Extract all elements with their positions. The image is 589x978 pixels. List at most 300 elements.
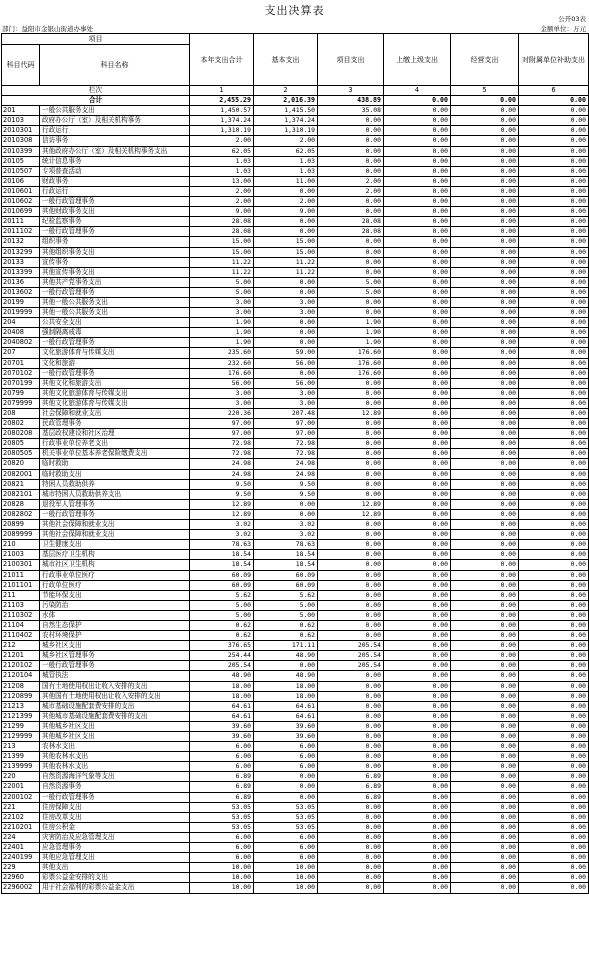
table-row [2,843,589,853]
row-value: 0.00 [384,560,451,570]
row-value: 0.00 [384,378,451,388]
row-value: 0.00 [384,711,451,721]
row-code: 2121399 [2,711,40,721]
table-row [2,297,589,307]
row-value: 0.00 [451,499,519,509]
row-value: 0.00 [451,247,519,257]
row-value: 0.00 [519,590,589,600]
row-value: 0.00 [384,106,451,116]
row-code: 21213 [2,701,40,711]
row-code: 20820 [2,459,40,469]
row-value: 48.90 [190,671,254,681]
table-row [2,358,589,368]
row-value: 0.00 [519,197,589,207]
row-value: 176.60 [190,368,254,378]
row-value: 0.00 [451,620,519,630]
row-code: 211 [2,590,40,600]
row-value: 6.00 [190,843,254,853]
row-value: 0.00 [318,126,384,136]
row-value: 39.60 [254,732,318,742]
row-code: 2296002 [2,883,40,893]
department-label: 部门：益阳市金银山街道办事处 [2,25,93,33]
row-value: 0.00 [254,287,318,297]
row-value: 0.00 [384,489,451,499]
header-col1: 本年支出合计 [190,34,254,86]
header-lanci: 栏次 [2,86,190,96]
row-code: 2010507 [2,166,40,176]
row-code: 20805 [2,439,40,449]
row-value: 15.00 [254,247,318,257]
row-value: 0.00 [451,792,519,802]
row-code: 2129999 [2,732,40,742]
row-name: 其他政府办公厅（室）及相关机构事务支出 [40,146,190,156]
row-value: 0.00 [451,580,519,590]
row-value: 0.00 [318,459,384,469]
table-row [2,530,589,540]
row-code: 2010308 [2,136,40,146]
row-value: 0.00 [519,843,589,853]
row-value: 0.00 [519,641,589,651]
row-value: 0.00 [519,106,589,116]
row-value: 0.00 [318,449,384,459]
row-value: 53.05 [254,812,318,822]
row-value: 53.05 [190,802,254,812]
row-value: 0.00 [318,762,384,772]
row-value: 9.50 [254,489,318,499]
row-value: 0.00 [318,146,384,156]
row-value: 3.00 [254,297,318,307]
total-cell: 438.89 [318,96,384,106]
row-value: 6.89 [318,792,384,802]
table-row [2,277,589,287]
table-row [2,520,589,530]
table-row [2,409,589,419]
row-value: 0.00 [318,520,384,530]
table-row [2,610,589,620]
row-value: 2.00 [190,186,254,196]
row-code: 2120104 [2,671,40,681]
row-name: 信访事务 [40,136,190,146]
row-value: 5.00 [190,600,254,610]
row-value: 0.00 [318,600,384,610]
table-row [2,752,589,762]
row-value: 12.89 [318,509,384,519]
row-value: 0.00 [451,277,519,287]
row-value: 0.00 [318,479,384,489]
row-code: 2010301 [2,126,40,136]
row-code: 2070199 [2,378,40,388]
row-value: 0.00 [519,156,589,166]
row-value: 0.00 [519,358,589,368]
row-value: 53.05 [254,802,318,812]
row-value: 0.00 [451,863,519,873]
row-value: 0.00 [519,732,589,742]
row-value: 0.00 [384,176,451,186]
row-name: 城市基础设施配套费安排的支出 [40,701,190,711]
row-value: 376.65 [190,641,254,651]
row-code: 2011102 [2,227,40,237]
unit-label: 金额单位：万元 [540,25,586,33]
row-value: 0.00 [384,197,451,207]
row-value: 0.62 [254,620,318,630]
row-value: 0.00 [318,843,384,853]
row-value: 0.00 [519,762,589,772]
row-code: 20408 [2,328,40,338]
row-code: 20111 [2,217,40,227]
row-code: 2013399 [2,267,40,277]
row-value: 0.00 [384,237,451,247]
row-value: 0.00 [318,812,384,822]
row-name: 政府办公厅（室）及相关机构事务 [40,116,190,126]
row-name: 其他城市基础设施配套费安排的支出 [40,711,190,721]
row-value: 0.00 [519,479,589,489]
row-value: 0.00 [318,560,384,570]
row-value: 0.00 [384,863,451,873]
row-code: 2010601 [2,186,40,196]
row-code: 2010699 [2,207,40,217]
row-value: 0.00 [451,711,519,721]
table-row [2,721,589,731]
table-row [2,217,589,227]
row-value: 5.00 [318,277,384,287]
row-value: 0.00 [519,853,589,863]
row-value: 2.00 [254,197,318,207]
table-row [2,469,589,479]
table-row [2,570,589,580]
row-value: 3.00 [190,308,254,318]
row-value: 9.50 [254,479,318,489]
row-code: 221 [2,802,40,812]
row-value: 0.00 [384,267,451,277]
row-value: 3.00 [254,398,318,408]
row-value: 0.00 [451,681,519,691]
row-value: 0.00 [384,843,451,853]
row-code: 2070102 [2,368,40,378]
row-name: 自然资源事务 [40,782,190,792]
table-row [2,308,589,318]
table-row [2,540,589,550]
table-row [2,822,589,832]
row-name: 一般行政管理事务 [40,368,190,378]
row-code: 204 [2,318,40,328]
row-value: 0.00 [519,348,589,358]
row-value: 0.00 [254,186,318,196]
row-value: 1.03 [190,156,254,166]
table-row [2,328,589,338]
row-name: 一般行政管理事务 [40,338,190,348]
row-value: 3.00 [190,388,254,398]
row-value: 1,310.19 [254,126,318,136]
row-name: 其他一般公共服务支出 [40,297,190,307]
row-value: 53.05 [190,812,254,822]
header-idx: 3 [318,86,384,96]
row-value: 1.90 [318,318,384,328]
row-value: 39.60 [190,721,254,731]
row-value: 0.00 [318,116,384,126]
row-value: 5.00 [318,287,384,297]
row-value: 0.00 [451,701,519,711]
table-row [2,883,589,893]
row-value: 3.02 [190,530,254,540]
row-value: 0.00 [318,691,384,701]
row-value: 0.00 [384,449,451,459]
row-value: 0.00 [384,348,451,358]
row-value: 6.00 [254,853,318,863]
row-code: 207 [2,348,40,358]
table-row [2,863,589,873]
row-value: 64.61 [254,701,318,711]
row-value: 48.90 [254,651,318,661]
row-value: 0.00 [384,227,451,237]
table-row [2,338,589,348]
row-code: 2139999 [2,762,40,772]
table-row [2,489,589,499]
row-value: 0.00 [384,661,451,671]
row-value: 11.00 [254,176,318,186]
row-value: 0.00 [318,863,384,873]
table-row [2,449,589,459]
row-value: 0.00 [384,691,451,701]
row-code: 21299 [2,721,40,731]
row-code: 20132 [2,237,40,247]
row-value: 0.00 [318,308,384,318]
row-name: 城管执法 [40,671,190,681]
row-value: 220.36 [190,409,254,419]
row-value: 0.00 [384,651,451,661]
row-value: 0.00 [451,661,519,671]
row-value: 0.00 [451,146,519,156]
row-value: 59.00 [254,348,318,358]
row-value: 0.00 [384,752,451,762]
row-value: 235.60 [190,348,254,358]
row-value: 0.00 [384,590,451,600]
row-value: 1.90 [318,328,384,338]
table-row [2,661,589,671]
total-row [2,96,589,106]
row-name: 自然生态保护 [40,620,190,630]
row-value: 0.00 [318,489,384,499]
row-name: 行政运行 [40,186,190,196]
row-name: 行政事业单位养老支出 [40,439,190,449]
row-value: 0.00 [519,429,589,439]
header-col5: 经营支出 [451,34,519,86]
row-value: 0.00 [318,257,384,267]
row-name: 临时救助支出 [40,469,190,479]
row-value: 0.00 [384,520,451,530]
row-value: 0.00 [318,570,384,580]
row-value: 0.00 [451,126,519,136]
row-value: 0.00 [451,802,519,812]
row-value: 6.89 [318,772,384,782]
row-value: 2.00 [318,186,384,196]
row-value: 5.00 [254,610,318,620]
row-name: 基层医疗卫生机构 [40,550,190,560]
row-value: 0.00 [519,277,589,287]
row-name: 特困人员救助供养 [40,479,190,489]
table-row [2,560,589,570]
row-value: 13.00 [190,176,254,186]
row-value: 176.60 [318,358,384,368]
table-row [2,116,589,126]
row-value: 10.00 [190,883,254,893]
row-value: 0.00 [384,207,451,217]
row-value: 0.00 [254,368,318,378]
row-value: 0.00 [519,469,589,479]
row-value: 0.00 [519,631,589,641]
row-value: 0.00 [451,328,519,338]
table-row [2,580,589,590]
header-col6: 对附属单位补助支出 [519,34,589,86]
row-code: 21103 [2,600,40,610]
row-name: 一般行政管理事务 [40,661,190,671]
row-code: 208 [2,409,40,419]
table-row [2,641,589,651]
row-name: 行政事业单位医疗 [40,570,190,580]
row-name: 财政事务 [40,176,190,186]
row-value: 0.00 [451,297,519,307]
row-value: 0.00 [318,267,384,277]
row-value: 0.00 [451,348,519,358]
row-value: 0.00 [254,227,318,237]
row-name: 城市社区卫生机构 [40,560,190,570]
row-value: 5.00 [254,600,318,610]
row-value: 72.98 [190,449,254,459]
row-value: 0.00 [451,409,519,419]
row-code: 2100301 [2,560,40,570]
row-value: 0.00 [384,116,451,126]
row-value: 6.00 [190,762,254,772]
row-value: 6.00 [190,742,254,752]
row-value: 205.54 [318,651,384,661]
row-value: 0.00 [451,358,519,368]
row-value: 0.00 [451,600,519,610]
row-value: 0.00 [451,469,519,479]
row-value: 0.00 [318,721,384,731]
row-code: 2120899 [2,691,40,701]
row-value: 0.00 [384,631,451,641]
row-value: 6.00 [254,742,318,752]
row-code: 2013602 [2,287,40,297]
row-value: 0.00 [519,398,589,408]
row-code: 20799 [2,388,40,398]
row-value: 9.00 [254,207,318,217]
row-value: 0.00 [519,520,589,530]
row-value: 0.00 [384,328,451,338]
header-name: 科目名称 [40,45,190,86]
row-value: 64.61 [190,711,254,721]
row-value: 0.00 [451,176,519,186]
row-code: 21399 [2,752,40,762]
row-value: 39.60 [190,732,254,742]
row-value: 176.60 [318,348,384,358]
row-code: 22001 [2,782,40,792]
row-name: 住房保障支出 [40,802,190,812]
row-value: 0.00 [519,146,589,156]
row-value: 0.00 [451,610,519,620]
header-col2: 基本支出 [254,34,318,86]
row-value: 0.00 [254,318,318,328]
row-code: 20103 [2,116,40,126]
row-value: 0.00 [384,530,451,540]
row-code: 2240199 [2,853,40,863]
row-value: 0.00 [254,338,318,348]
table-row [2,237,589,247]
row-value: 0.00 [254,277,318,287]
row-value: 0.00 [384,620,451,630]
row-value: 0.00 [384,479,451,489]
row-value: 0.00 [451,439,519,449]
row-value: 0.00 [384,398,451,408]
row-value: 0.00 [318,439,384,449]
row-value: 12.89 [318,409,384,419]
row-value: 6.89 [190,792,254,802]
row-code: 21208 [2,681,40,691]
table-row [2,388,589,398]
row-value: 24.98 [190,469,254,479]
table-row [2,509,589,519]
row-value: 0.00 [451,398,519,408]
row-value: 0.00 [519,822,589,832]
row-value: 0.00 [384,368,451,378]
row-value: 1,374.24 [190,116,254,126]
row-value: 0.00 [318,701,384,711]
row-value: 0.00 [519,217,589,227]
row-value: 205.54 [318,661,384,671]
row-value: 0.00 [384,499,451,509]
row-value: 0.00 [384,509,451,519]
row-value: 0.00 [519,176,589,186]
row-value: 0.00 [519,297,589,307]
row-value: 18.54 [190,560,254,570]
row-value: 0.00 [318,742,384,752]
row-value: 0.00 [451,641,519,651]
row-name: 一般行政管理事务 [40,792,190,802]
table-row [2,832,589,842]
row-value: 62.05 [254,146,318,156]
row-value: 0.00 [318,297,384,307]
row-value: 0.00 [519,459,589,469]
row-value: 0.00 [318,156,384,166]
row-value: 12.89 [318,499,384,509]
row-value: 0.00 [318,530,384,540]
table-row [2,106,589,116]
row-code: 2013299 [2,247,40,257]
row-name: 其他文化旅游体育与传媒支出 [40,388,190,398]
row-value: 0.00 [451,570,519,580]
row-value: 0.00 [318,429,384,439]
row-name: 社会保障和就业支出 [40,409,190,419]
table-row [2,853,589,863]
row-value: 0.00 [318,580,384,590]
row-name: 其他城乡社区支出 [40,721,190,731]
row-value: 0.00 [451,227,519,237]
row-value: 0.00 [451,873,519,883]
row-value: 0.00 [451,530,519,540]
row-code: 224 [2,832,40,842]
row-value: 0.00 [384,782,451,792]
row-value: 0.00 [519,863,589,873]
row-code: 2080505 [2,449,40,459]
row-value: 0.00 [451,257,519,267]
header-idx: 6 [519,86,589,96]
row-value: 0.00 [384,873,451,883]
row-code: 22102 [2,812,40,822]
row-value: 0.00 [451,318,519,328]
row-name: 宣传事务 [40,257,190,267]
table-number: 公开03表 [558,15,586,23]
row-value: 35.08 [318,106,384,116]
row-value: 0.00 [519,883,589,893]
